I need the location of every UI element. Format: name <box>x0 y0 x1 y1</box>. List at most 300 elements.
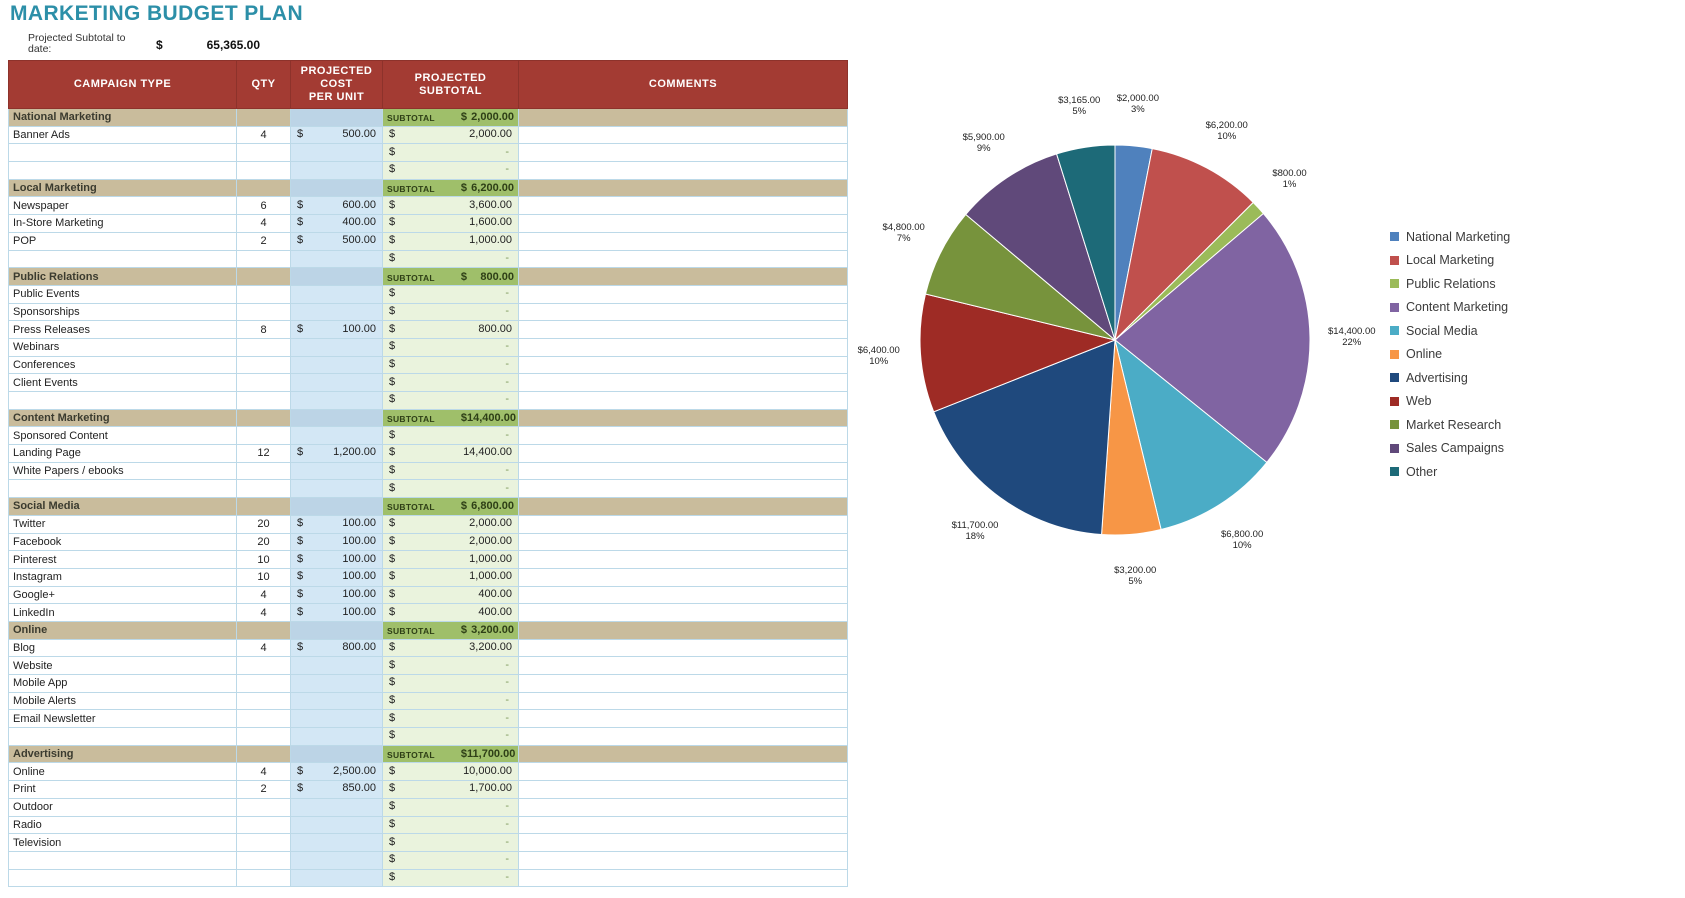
table-section-row <box>9 179 848 197</box>
pie-slice-value: $800.00 <box>1272 168 1307 180</box>
cell-cost-per-unit[interactable] <box>291 162 383 180</box>
cell-qty[interactable] <box>237 851 291 869</box>
cell-cost-per-unit[interactable]: $ 100.00 <box>291 604 383 622</box>
cell-campaign-type[interactable]: Website <box>9 657 237 675</box>
cell-campaign-type[interactable]: Outdoor <box>9 798 237 816</box>
cell-comments[interactable] <box>519 232 848 250</box>
cell-comments[interactable] <box>519 480 848 498</box>
cell-section-subtotal[interactable]: SUBTOTAL $ 800.00 <box>383 268 519 286</box>
cell-comments[interactable] <box>519 851 848 869</box>
cell-comments[interactable] <box>519 250 848 268</box>
cell-qty[interactable]: 4 <box>237 586 291 604</box>
cell-cost-per-unit[interactable] <box>291 374 383 392</box>
cell-cost-per-unit[interactable]: $ 500.00 <box>291 126 383 144</box>
cell-campaign-type[interactable]: Radio <box>9 816 237 834</box>
legend-swatch-icon <box>1390 397 1399 406</box>
cell-cost-per-unit[interactable] <box>291 285 383 303</box>
cell-comments[interactable] <box>519 621 848 639</box>
cell-comments[interactable] <box>519 109 848 127</box>
table-row <box>9 710 848 728</box>
cell-qty[interactable]: 2 <box>237 781 291 799</box>
legend-item[interactable] <box>1390 460 1640 484</box>
legend-label: Web <box>1406 394 1432 409</box>
cell-qty[interactable]: 4 <box>237 763 291 781</box>
table-row <box>9 427 848 445</box>
cell-cost-per-unit[interactable] <box>291 144 383 162</box>
pie-slice-percent: 5% <box>1072 105 1087 117</box>
pie-slice-label <box>1114 565 1156 587</box>
cell-campaign-type[interactable]: Sponsorships <box>9 303 237 321</box>
cell-qty[interactable] <box>237 657 291 675</box>
pie-slice-value: $6,800.00 <box>1220 529 1264 541</box>
cell-projected-subtotal[interactable]: $ 3,600.00 <box>383 197 519 215</box>
legend-item[interactable] <box>1390 272 1640 296</box>
cell-projected-subtotal[interactable]: $ - <box>383 816 519 834</box>
cell-comments[interactable] <box>519 498 848 516</box>
cell-qty[interactable] <box>237 109 291 127</box>
cell-comments[interactable] <box>519 356 848 374</box>
table-row <box>9 338 848 356</box>
cell-cost-per-unit[interactable] <box>291 745 383 763</box>
table-section-row <box>9 268 848 286</box>
cell-campaign-type[interactable] <box>9 250 237 268</box>
cell-cost-per-unit[interactable] <box>291 816 383 834</box>
cell-section-subtotal[interactable]: SUBTOTAL $ 3,200.00 <box>383 621 519 639</box>
legend-swatch-icon <box>1390 373 1399 382</box>
cell-comments[interactable] <box>519 162 848 180</box>
cell-projected-subtotal[interactable]: $ 1,000.00 <box>383 551 519 569</box>
cell-cost-per-unit[interactable]: $ 100.00 <box>291 533 383 551</box>
cell-projected-subtotal[interactable]: $ - <box>383 285 519 303</box>
table-row <box>9 568 848 586</box>
cell-qty[interactable] <box>237 480 291 498</box>
legend-label: Local Marketing <box>1406 253 1495 268</box>
cell-campaign-type[interactable]: Public Events <box>9 285 237 303</box>
cell-comments[interactable] <box>519 798 848 816</box>
pie-slice-label <box>883 222 925 244</box>
legend-swatch-icon <box>1390 256 1399 265</box>
cell-qty[interactable]: 12 <box>237 445 291 463</box>
table-row <box>9 374 848 392</box>
cell-comments[interactable] <box>519 834 848 852</box>
cell-qty[interactable] <box>237 834 291 852</box>
cell-comments[interactable] <box>519 445 848 463</box>
cell-qty[interactable]: 20 <box>237 533 291 551</box>
cell-cost-per-unit[interactable]: $ 100.00 <box>291 586 383 604</box>
cell-campaign-type[interactable]: Press Releases <box>9 321 237 339</box>
cell-projected-subtotal[interactable]: $ - <box>383 374 519 392</box>
cell-cost-per-unit[interactable] <box>291 480 383 498</box>
cell-campaign-type[interactable]: Banner Ads <box>9 126 237 144</box>
cell-cost-per-unit[interactable] <box>291 728 383 746</box>
cell-cost-per-unit[interactable]: $ 2,500.00 <box>291 763 383 781</box>
cell-comments[interactable] <box>519 285 848 303</box>
legend-swatch-icon <box>1390 279 1399 288</box>
cell-cost-per-unit[interactable] <box>291 498 383 516</box>
cell-projected-subtotal[interactable]: $ 1,000.00 <box>383 568 519 586</box>
cell-section-subtotal[interactable]: SUBTOTAL $ 6,800.00 <box>383 498 519 516</box>
cell-comments[interactable] <box>519 551 848 569</box>
cell-campaign-type[interactable] <box>9 144 237 162</box>
cell-qty[interactable] <box>237 162 291 180</box>
pie-slice-percent: 9% <box>976 142 991 154</box>
legend-item[interactable] <box>1390 437 1640 461</box>
cell-cost-per-unit[interactable]: $ 100.00 <box>291 551 383 569</box>
cell-cost-per-unit[interactable] <box>291 798 383 816</box>
cell-campaign-type[interactable]: Television <box>9 834 237 852</box>
cell-cost-per-unit[interactable] <box>291 179 383 197</box>
cell-campaign-type[interactable]: Email Newsletter <box>9 710 237 728</box>
cell-qty[interactable]: 20 <box>237 515 291 533</box>
cell-cost-per-unit[interactable]: $ 1,200.00 <box>291 445 383 463</box>
cell-projected-subtotal[interactable]: $ 1,000.00 <box>383 232 519 250</box>
cell-qty[interactable] <box>237 392 291 410</box>
cell-comments[interactable] <box>519 409 848 427</box>
legend-label: Online <box>1406 347 1443 362</box>
cell-projected-subtotal[interactable]: $ 10,000.00 <box>383 763 519 781</box>
cell-qty[interactable]: 8 <box>237 321 291 339</box>
pie-slice-value: $5,900.00 <box>962 131 1005 143</box>
cell-campaign-type[interactable]: Online <box>9 621 237 639</box>
cell-cost-per-unit[interactable] <box>291 869 383 887</box>
cell-comments[interactable] <box>519 710 848 728</box>
legend-item[interactable] <box>1390 366 1640 390</box>
cell-qty[interactable] <box>237 179 291 197</box>
cell-projected-subtotal[interactable]: $ - <box>383 392 519 410</box>
cell-campaign-type[interactable]: Facebook <box>9 533 237 551</box>
cell-comments[interactable] <box>519 675 848 693</box>
table-section-row <box>9 621 848 639</box>
cell-qty[interactable] <box>237 356 291 374</box>
cell-projected-subtotal[interactable]: $ 2,000.00 <box>383 126 519 144</box>
cell-comments[interactable] <box>519 533 848 551</box>
cell-comments[interactable] <box>519 586 848 604</box>
cell-cost-per-unit[interactable] <box>291 692 383 710</box>
table-row <box>9 604 848 622</box>
cell-cost-per-unit[interactable] <box>291 462 383 480</box>
cell-campaign-type[interactable] <box>9 480 237 498</box>
cell-campaign-type[interactable]: Mobile App <box>9 675 237 693</box>
cell-comments[interactable] <box>519 321 848 339</box>
cell-cost-per-unit[interactable]: $ 600.00 <box>291 197 383 215</box>
cell-cost-per-unit[interactable] <box>291 621 383 639</box>
pie-slice-value: $6,200.00 <box>1205 119 1248 131</box>
table-header-row <box>9 61 848 109</box>
table-row <box>9 515 848 533</box>
cell-campaign-type[interactable] <box>9 869 237 887</box>
pie-slice-label <box>1206 120 1248 142</box>
cell-qty[interactable]: 4 <box>237 126 291 144</box>
cell-campaign-type[interactable]: Conferences <box>9 356 237 374</box>
legend-item[interactable] <box>1390 296 1640 320</box>
cell-campaign-type[interactable]: POP <box>9 232 237 250</box>
table-row <box>9 763 848 781</box>
cell-campaign-type[interactable]: Advertising <box>9 745 237 763</box>
cell-comments[interactable] <box>519 215 848 233</box>
legend-item[interactable] <box>1390 225 1640 249</box>
cell-comments[interactable] <box>519 816 848 834</box>
cell-comments[interactable] <box>519 462 848 480</box>
cell-campaign-type[interactable]: Content Marketing <box>9 409 237 427</box>
cell-projected-subtotal[interactable]: $ - <box>383 162 519 180</box>
cell-comments[interactable] <box>519 144 848 162</box>
cell-projected-subtotal[interactable]: $ - <box>383 462 519 480</box>
cell-campaign-type[interactable]: Social Media <box>9 498 237 516</box>
pie-slice-value: $3,200.00 <box>1114 565 1157 577</box>
cell-campaign-type[interactable] <box>9 392 237 410</box>
cell-projected-subtotal[interactable]: $ - <box>383 303 519 321</box>
pie-slice-value: $3,165.00 <box>1058 94 1101 106</box>
cell-comments[interactable] <box>519 427 848 445</box>
legend-item[interactable] <box>1390 413 1640 437</box>
cell-projected-subtotal[interactable]: $ - <box>383 480 519 498</box>
cell-qty[interactable] <box>237 409 291 427</box>
cell-campaign-type[interactable] <box>9 728 237 746</box>
cell-section-subtotal[interactable]: SUBTOTAL $ 14,400.00 <box>383 409 519 427</box>
cell-campaign-type[interactable]: Google+ <box>9 586 237 604</box>
cell-qty[interactable] <box>237 338 291 356</box>
cell-comments[interactable] <box>519 197 848 215</box>
cell-qty[interactable]: 2 <box>237 232 291 250</box>
cell-campaign-type[interactable]: Sponsored Content <box>9 427 237 445</box>
cell-campaign-type[interactable]: Landing Page <box>9 445 237 463</box>
table-row <box>9 781 848 799</box>
legend-label: Public Relations <box>1406 276 1496 291</box>
cell-comments[interactable] <box>519 869 848 887</box>
cell-projected-subtotal[interactable]: $ - <box>383 356 519 374</box>
pie-chart <box>915 140 1315 543</box>
cell-projected-subtotal[interactable]: $ - <box>383 851 519 869</box>
pie-slice-percent: 1% <box>1282 179 1297 191</box>
cell-qty[interactable] <box>237 268 291 286</box>
table-row <box>9 851 848 869</box>
cell-projected-subtotal[interactable]: $ - <box>383 834 519 852</box>
pie-slice-label <box>1117 93 1159 115</box>
cell-qty[interactable] <box>237 621 291 639</box>
cell-projected-subtotal[interactable]: $ - <box>383 675 519 693</box>
table-row <box>9 533 848 551</box>
legend-label: Social Media <box>1406 323 1478 338</box>
cell-comments[interactable] <box>519 179 848 197</box>
cell-cost-per-unit[interactable] <box>291 392 383 410</box>
cell-campaign-type[interactable]: Local Marketing <box>9 179 237 197</box>
column-header-qty[interactable]: QTY <box>237 61 291 109</box>
cell-comments[interactable] <box>519 657 848 675</box>
page-title: MARKETING BUDGET PLAN <box>10 2 304 25</box>
cell-projected-subtotal[interactable]: $ - <box>383 250 519 268</box>
cell-campaign-type[interactable]: In-Store Marketing <box>9 215 237 233</box>
legend-item[interactable] <box>1390 390 1640 414</box>
cell-comments[interactable] <box>519 515 848 533</box>
cell-comments[interactable] <box>519 392 848 410</box>
cell-qty[interactable]: 4 <box>237 639 291 657</box>
cell-cost-per-unit[interactable]: $ 800.00 <box>291 639 383 657</box>
legend-swatch-icon <box>1390 350 1399 359</box>
table-row <box>9 144 848 162</box>
cell-projected-subtotal[interactable]: $ 2,000.00 <box>383 533 519 551</box>
cell-section-subtotal[interactable]: SUBTOTAL $ 6,200.00 <box>383 179 519 197</box>
cell-comments[interactable] <box>519 126 848 144</box>
cell-cost-per-unit[interactable]: $ 400.00 <box>291 215 383 233</box>
cell-projected-subtotal[interactable]: $ - <box>383 657 519 675</box>
cell-campaign-type[interactable]: Blog <box>9 639 237 657</box>
column-header-comments[interactable]: COMMENTS <box>519 61 848 109</box>
cell-campaign-type[interactable]: Online <box>9 763 237 781</box>
cell-comments[interactable] <box>519 639 848 657</box>
cell-projected-subtotal[interactable]: $ - <box>383 692 519 710</box>
legend-item[interactable] <box>1390 249 1640 273</box>
cell-projected-subtotal[interactable]: $ - <box>383 728 519 746</box>
cell-comments[interactable] <box>519 338 848 356</box>
cell-projected-subtotal[interactable]: $ 14,400.00 <box>383 445 519 463</box>
cell-projected-subtotal[interactable]: $ - <box>383 798 519 816</box>
cell-cost-per-unit[interactable] <box>291 675 383 693</box>
cell-projected-subtotal[interactable]: $ - <box>383 869 519 887</box>
cell-qty[interactable] <box>237 427 291 445</box>
cell-qty[interactable] <box>237 250 291 268</box>
cell-cost-per-unit[interactable] <box>291 338 383 356</box>
column-header-projected-cost-per-unit[interactable] <box>291 61 383 109</box>
cell-qty[interactable]: 4 <box>237 604 291 622</box>
cell-qty[interactable]: 10 <box>237 568 291 586</box>
table-row <box>9 551 848 569</box>
cell-comments[interactable] <box>519 604 848 622</box>
cell-campaign-type[interactable]: Twitter <box>9 515 237 533</box>
cell-cost-per-unit[interactable] <box>291 109 383 127</box>
cell-qty[interactable] <box>237 675 291 693</box>
cell-campaign-type[interactable]: Print <box>9 781 237 799</box>
pie-slice-value: $11,700.00 <box>951 520 999 532</box>
cell-projected-subtotal[interactable]: $ - <box>383 710 519 728</box>
cell-projected-subtotal[interactable]: $ - <box>383 427 519 445</box>
cell-cost-per-unit[interactable] <box>291 834 383 852</box>
cell-campaign-type[interactable]: Instagram <box>9 568 237 586</box>
legend-swatch-icon <box>1390 444 1399 453</box>
cell-projected-subtotal[interactable]: $ - <box>383 144 519 162</box>
cell-comments[interactable] <box>519 728 848 746</box>
cell-projected-subtotal[interactable]: $ 1,600.00 <box>383 215 519 233</box>
legend-item[interactable] <box>1390 343 1640 367</box>
cell-projected-subtotal[interactable]: $ 400.00 <box>383 604 519 622</box>
legend-swatch-icon <box>1390 303 1399 312</box>
cell-comments[interactable] <box>519 374 848 392</box>
cell-campaign-type[interactable]: White Papers / ebooks <box>9 462 237 480</box>
cell-section-subtotal[interactable]: SUBTOTAL $ 2,000.00 <box>383 109 519 127</box>
cell-cost-per-unit[interactable] <box>291 268 383 286</box>
cell-projected-subtotal[interactable]: $ 3,200.00 <box>383 639 519 657</box>
cell-cost-per-unit[interactable]: $ 850.00 <box>291 781 383 799</box>
cell-comments[interactable] <box>519 268 848 286</box>
cell-campaign-type[interactable] <box>9 851 237 869</box>
cell-qty[interactable] <box>237 745 291 763</box>
cell-qty[interactable] <box>237 498 291 516</box>
cell-qty[interactable]: 4 <box>237 215 291 233</box>
pie-chart-svg <box>915 140 1315 543</box>
cell-qty[interactable] <box>237 303 291 321</box>
cell-qty[interactable]: 6 <box>237 197 291 215</box>
cell-projected-subtotal[interactable]: $ - <box>383 338 519 356</box>
cell-campaign-type[interactable]: Public Relations <box>9 268 237 286</box>
cell-cost-per-unit[interactable] <box>291 710 383 728</box>
cell-campaign-type[interactable]: LinkedIn <box>9 604 237 622</box>
cell-cost-per-unit[interactable] <box>291 356 383 374</box>
table-row <box>9 445 848 463</box>
cell-campaign-type[interactable]: Pinterest <box>9 551 237 569</box>
cell-campaign-type[interactable]: Mobile Alerts <box>9 692 237 710</box>
cell-cost-per-unit[interactable] <box>291 427 383 445</box>
cell-cost-per-unit[interactable] <box>291 657 383 675</box>
cell-cost-per-unit[interactable]: $ 500.00 <box>291 232 383 250</box>
cell-cost-per-unit[interactable] <box>291 851 383 869</box>
cell-comments[interactable] <box>519 692 848 710</box>
cell-qty[interactable] <box>237 462 291 480</box>
legend-label: Sales Campaigns <box>1406 441 1504 456</box>
legend-label: Market Research <box>1406 417 1502 432</box>
cell-qty[interactable]: 10 <box>237 551 291 569</box>
table-row <box>9 303 848 321</box>
cell-comments[interactable] <box>519 745 848 763</box>
table-section-row <box>9 409 848 427</box>
cell-comments[interactable] <box>519 763 848 781</box>
cell-cost-per-unit[interactable]: $ 100.00 <box>291 321 383 339</box>
cell-qty[interactable] <box>237 710 291 728</box>
cell-cost-per-unit[interactable]: $ 100.00 <box>291 568 383 586</box>
cell-campaign-type[interactable]: Webinars <box>9 338 237 356</box>
cell-qty[interactable] <box>237 285 291 303</box>
column-header-campaign-type[interactable]: CAMPAIGN TYPE <box>9 61 237 109</box>
pie-slice-percent: 10% <box>1217 130 1237 142</box>
cell-qty[interactable] <box>237 692 291 710</box>
cell-projected-subtotal[interactable]: $ 1,700.00 <box>383 781 519 799</box>
cell-qty[interactable] <box>237 869 291 887</box>
legend-item[interactable] <box>1390 319 1640 343</box>
cell-cost-per-unit[interactable] <box>291 250 383 268</box>
cell-qty[interactable] <box>237 728 291 746</box>
table-row <box>9 834 848 852</box>
chart-legend <box>1390 225 1640 484</box>
table-row <box>9 798 848 816</box>
cell-qty[interactable] <box>237 144 291 162</box>
cell-qty[interactable] <box>237 816 291 834</box>
cell-campaign-type[interactable]: National Marketing <box>9 109 237 127</box>
cell-campaign-type[interactable] <box>9 162 237 180</box>
cell-qty[interactable] <box>237 798 291 816</box>
projected-subtotal-currency: $ <box>156 38 163 52</box>
pie-slice-label <box>963 132 1005 154</box>
cell-cost-per-unit[interactable]: $ 100.00 <box>291 515 383 533</box>
cell-cost-per-unit[interactable] <box>291 303 383 321</box>
table-row <box>9 816 848 834</box>
table-row <box>9 639 848 657</box>
cell-comments[interactable] <box>519 781 848 799</box>
table-row <box>9 356 848 374</box>
cell-section-subtotal[interactable]: SUBTOTAL $ 11,700.00 <box>383 745 519 763</box>
pie-slice-percent: 7% <box>896 232 911 244</box>
cell-projected-subtotal[interactable]: $ 2,000.00 <box>383 515 519 533</box>
table-row <box>9 586 848 604</box>
cell-projected-subtotal[interactable]: $ 800.00 <box>383 321 519 339</box>
cell-campaign-type[interactable]: Newspaper <box>9 197 237 215</box>
cell-qty[interactable] <box>237 374 291 392</box>
cell-campaign-type[interactable]: Client Events <box>9 374 237 392</box>
cell-comments[interactable] <box>519 303 848 321</box>
column-header-projected-subtotal[interactable]: PROJECTED SUBTOTAL <box>383 61 519 109</box>
cell-projected-subtotal[interactable]: $ 400.00 <box>383 586 519 604</box>
cell-comments[interactable] <box>519 568 848 586</box>
projected-subtotal-label: Projected Subtotal to date: <box>28 32 126 55</box>
pie-slice-percent: 10% <box>869 356 889 368</box>
cell-cost-per-unit[interactable] <box>291 409 383 427</box>
